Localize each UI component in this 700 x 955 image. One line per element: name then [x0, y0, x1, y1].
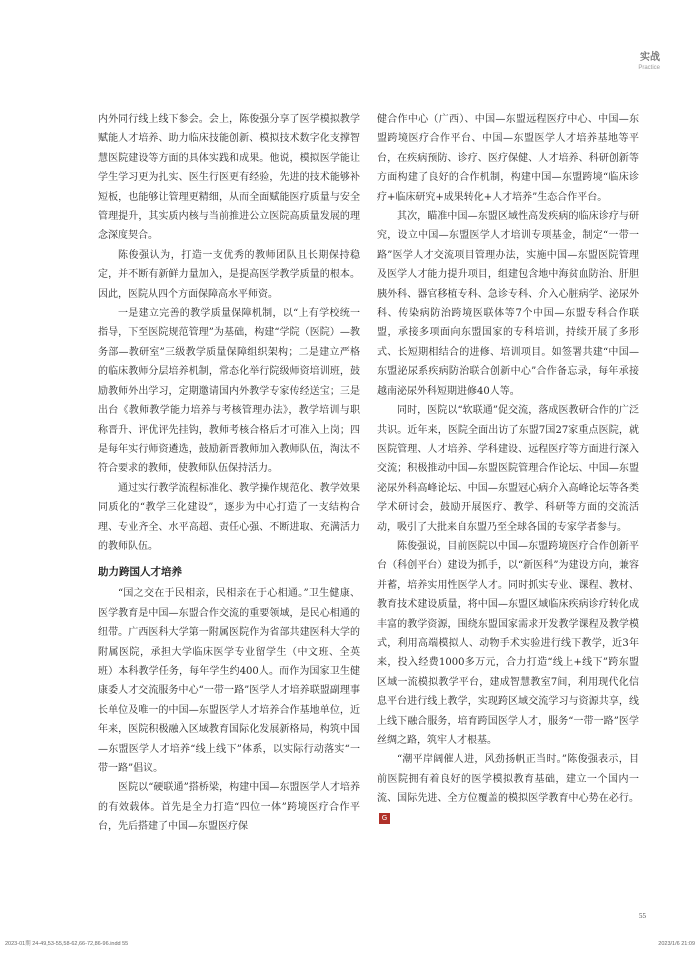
right-column: [377, 110, 639, 828]
end-mark-icon: G: [379, 813, 390, 824]
footer-file-info: 2023-01期 24-49,53-55,58-62,66-72,86-96.indd 55: [5, 941, 129, 947]
left-column: [98, 110, 360, 837]
section-title: 实战: [640, 52, 660, 63]
paragraph: 通过实行教学流程标准化、教学操作规范化、教学效果同质化的“教学三化建设”，逐步为中心打造了一支结构合理、专业齐全、水平高超、责任心强、不断进取、充满活力的教师队伍。: [98, 482, 360, 552]
paragraph: 健合作中心（广西）、中国—东盟远程医疗中心、中国—东盟跨境医疗合作平台、中国—东盟医学人才培养基地等平台，在疾病预防、诊疗、医疗保健、人才培养、科研创新等方面构建了良好的合作机制，构建中国—东盟跨境“临床诊疗+临床研究+成果转化+人才培养”生态合作平台。: [377, 114, 639, 203]
page-number: 55: [639, 912, 646, 920]
paragraph: 一是建立完善的教学质量保障机制，以“上有学校统一指导，下至医院规范管理”为基础，构建“学院（医院）—教务部—教研室”三级教学质量保障组织架构；二是建立严格的临床教师分层培养机制，常态化举行院级师资培训班，鼓励教师外出学习，定期邀请国内外教学专家传经送宝；三是出台《教师教学能力培养与考核管理办法》，教学培训与职称晋升、评优评先挂钩，教师考核合格后才可准入上岗；四是每年实行师资遴选，鼓励新晋教师加入教师队伍，淘汰不符合要求的教师，使教师队伍保持活力。: [98, 308, 360, 475]
paragraph: 同时，医院以“软联通”促交流，落成医教研合作的广泛共识。近年来，医院全面出访了东盟7国27家重点医院，就医院管理、人才培养、学科建设、远程医疗等方面进行深入交流；积极推动中国—东盟医院管理合作论坛、中国—东盟泌尿外科高峰论坛、中国—东盟冠心病介入高峰论坛等各类学术研讨会，鼓励开展医疗、教学、科研等方面的交流活动，吸引了大批来自东盟乃至全球各国的专家学者参与。: [377, 405, 639, 533]
paragraph: 医院以“硬联通”搭桥梁，构建中国—东盟医学人才培养的有效载体。首先是全力打造“四位一体”跨境医疗合作平台，先后搭建了中国—东盟医疗保: [98, 782, 360, 833]
paragraph: 陈俊强说，目前医院以中国—东盟跨境医疗合作创新平台（科创平台）建设为抓手，以“新医科”为建设方向，兼容并蓄，培养实用性医学人才。同时抓实专业、课程、教材、教育技术建设质量，将中国—东盟区域临床疾病诊疗转化成丰富的教学资源，围绕东盟国家需求开发教学课程及教学模式，利用高端模拟人、动物手术实验进行线下教学，近3年来，投入经费1000多万元，合力打造“线上+线下”跨东盟区域一流模拟教学平台，建成智慧教室7间，利用现代化信息平台进行线上教学，实现跨区域交流学习与资源共享，线上线下融合服务，培育跨国医学人才，服务“一带一路”医学丝绸之路，筑牢人才根基。: [377, 540, 639, 746]
paragraph: 内外同行线上线下参会。会上，陈俊强分享了医学模拟教学赋能人才培养、助力临床技能创新、模拟技术数字化支撑智慧医院建设等方面的具体实践和成果。他说，模拟医学能让学生学习更为扎实、医生行医更有经验，先进的技术能够补短板，也能够让管理更精细，从而全面赋能医疗质量与安全管理提升，其实质内核与当前推进公立医院高质量发展的理念深度契合。: [98, 114, 360, 242]
paragraph: 其次，瞄准中国—东盟区域性高发疾病的临床诊疗与研究，设立中国—东盟医学人才培训专项基金，制定“一带一路”医学人才交流项目管理办法，实施中国—东盟医院管理及医学人才能力提升项目，组建包含地中海贫血防治、肝胆胰外科、器官移植专科、急诊专科、介入心脏病学、泌尿外科、传染病防治跨境医联体等7个中国—东盟专科合作联盟，承接多项面向东盟国家的专科培训，持续开展了多形式、长短期相结合的进修、培训项目。如签署共建“中国—东盟泌尿系疾病防治联合创新中心”合作备忘录，每年承接越南泌尿外科短期进修40人等。: [377, 211, 639, 397]
section-heading: 助力跨国人才培养: [98, 566, 182, 579]
footer-timestamp: 2023/1/6 21:09: [658, 941, 695, 947]
section-tag: [638, 52, 660, 72]
paragraph: 陈俊强认为，打造一支优秀的教师团队且长期保持稳定，并不断有新鲜力量加入，是提高医学教学质量的根本。因此，医院从四个方面保障高水平师资。: [98, 249, 360, 300]
paragraph: “国之交在于民相亲，民相亲在于心相通。”卫生健康、医学教育是中国—东盟合作交流的重要领域，是民心相通的纽带。广西医科大学第一附属医院作为省部共建医科大学的附属医院，承担大学临床医学专业留学生（中文班、全英班）本科教学任务，每年学生约400人。而作为国家卫生健康委人才交流服务中心“一带一路”医学人才培养联盟副理事长单位及唯一的中国—东盟医学人才培养合作基地单位，近年来，医院积极融入区域教育国际化发展新格局，构筑中国—东盟医学人才培养“线上线下”体系，以实际行动落实“一带一路”倡议。: [98, 588, 360, 774]
paragraph-text: “潮平岸阔催人进，风劲扬帆正当时。”陈俊强表示，目前医院拥有着良好的医学模拟教育基础，建立一个国内一流、国际先进、全方位覆盖的模拟医学教育中心势在必行。: [377, 754, 639, 805]
section-subtitle: Practice: [638, 65, 660, 71]
paragraph: [377, 750, 639, 828]
